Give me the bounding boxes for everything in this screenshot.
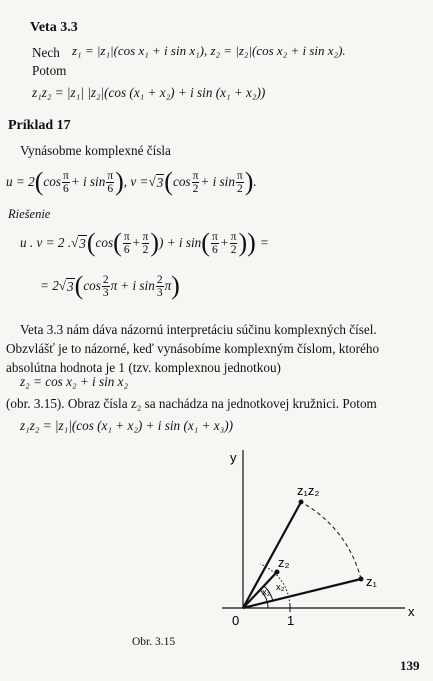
angle-label-x2-a: x₂ (262, 587, 271, 598)
paren-close-6: ) (171, 271, 180, 300)
isin-4: + i sin (120, 278, 155, 294)
example-title: Príklad 17 (8, 118, 71, 133)
z1-label: z₁ (366, 574, 377, 589)
cos-4: cos (83, 278, 101, 294)
frac-pi-6-c: $\frac{\pi}{6}$ (123, 230, 130, 256)
unit-z2-formula: z₂ = cos x₂ + i sin x₂ (20, 374, 129, 389)
z1z2-label: z₁z₂ (297, 483, 320, 498)
uv-definition-line (6, 162, 257, 202)
y-axis-label: y (230, 450, 237, 465)
theorem-product-formula: z₁z₂ = |z₁| |z₂|(cos (x₁ + x₂) + i sin (x₁ + x₂)) (32, 85, 266, 100)
origin-label: 0 (232, 613, 240, 628)
v-lhs: , v = (123, 174, 149, 190)
period: . (253, 174, 257, 190)
rotation-arc (301, 502, 361, 579)
paren-open-2: ( (164, 167, 173, 196)
sqrt-arg-3: 3 (67, 278, 74, 294)
z2-label: z₂ (278, 555, 290, 570)
frac-pi-6-b: $\frac{\pi}{6}$ (107, 169, 114, 195)
figure-ref-paragraph: (obr. 3.15). Obraz čísla z₂ sa nachádza na jednotkovej kružnici. Potom (6, 396, 377, 411)
solution-label: Riešenie (8, 207, 51, 221)
u-lhs: u = 2 (6, 174, 35, 190)
isin-2: + i sin (200, 174, 235, 190)
theorem-formula: z₁ = |z₁|(cos x₁ + i sin x₁), z₂ = |z₂|(cos x₂ + i sin x₂). (72, 43, 346, 58)
uv-lhs: u . v = 2 . (20, 235, 72, 251)
page-number: 139 (400, 658, 420, 673)
eq2-lhs: = 2 (40, 278, 59, 294)
product-line-2 (40, 265, 180, 307)
paren-open-3: ( (86, 228, 96, 257)
theorem-potom: Potom (32, 63, 67, 78)
frac-pi-6-d: $\frac{\pi}{6}$ (211, 230, 218, 256)
paren-close: ) (115, 167, 124, 196)
z1-vector (243, 579, 361, 608)
pi-b: π (164, 278, 172, 294)
z2-point (275, 570, 280, 575)
plus-isin: ) + i sin (159, 235, 202, 251)
z1z2-vector (243, 502, 301, 608)
cos-2: cos (172, 174, 191, 190)
frac-pi-2-a: $\frac{\pi}{2}$ (192, 169, 199, 195)
frac-2-3-a: $\frac{2}{3}$ (102, 273, 109, 299)
x-axis-label: x (408, 604, 415, 619)
final-product-formula: z₁z₂ = |z₁|(cos (x₁ + x₂) + i sin (x₁ + x₃)) (20, 418, 233, 433)
theorem-title: Veta 3.3 (30, 20, 78, 35)
frac-pi-2-b: $\frac{\pi}{2}$ (236, 169, 243, 195)
product-line-1: u . v = 2 . √ 3 ( cos ( $\frac{\pi}{6}$ + $\frac{\pi}{2}$ ) ) + i sin ( $\frac{\pi}{6}$ + $\frac{\pi}{2}$ ) ) = (20, 228, 269, 257)
one-label: 1 (287, 613, 295, 628)
paren-close-4: ) (150, 228, 160, 257)
frac-pi-2-d: $\frac{\pi}{2}$ (230, 230, 237, 256)
paren-open-4: ( (113, 228, 122, 257)
pi-a: π (110, 278, 118, 294)
z1-point (359, 577, 364, 582)
paren-open-5: ( (201, 228, 210, 257)
angle-label-x2-b: x₂ (276, 582, 285, 593)
frac-2-3-b: $\frac{2}{3}$ (156, 273, 163, 299)
frac-pi-2-c: $\frac{\pi}{2}$ (142, 230, 149, 256)
example-intro: Vynásobme komplexné čísla (20, 143, 171, 158)
z1z2-point (299, 500, 304, 505)
isin-1: + i sin (70, 174, 106, 190)
sqrt-sign-3: √ (58, 278, 67, 294)
paren-open: ( (34, 167, 44, 196)
equals-1: = (259, 235, 269, 251)
complex-multiplication-figure (0, 440, 433, 645)
cos-3: cos (95, 235, 114, 251)
paren-open-6: ( (74, 271, 84, 300)
paren-close-3: ) (247, 228, 256, 257)
theorem-nech: Nech (32, 45, 60, 60)
sqrt-arg-2: 3 (79, 235, 86, 251)
sqrt-sign-2: √ (71, 235, 79, 251)
sqrt-sign: √ (148, 174, 156, 190)
figure-caption: Obr. 3.15 (132, 636, 176, 648)
paren-close-5: ) (238, 228, 248, 257)
frac-pi-6-a: $\frac{\pi}{6}$ (62, 169, 69, 195)
sqrt-arg: 3 (156, 174, 164, 190)
cos-1: cos (43, 174, 61, 190)
interpretation-paragraph: Veta 3.3 nám dáva názornú interpretáciu súčinu komplexných čísel. Obzvlášť je to názorné, keď vynásobíme komplexným číslom, ktorého absolútna hodnota je 1 (tzv. komplexnou jednotkou) (6, 322, 380, 375)
paren-close-2: ) (244, 167, 254, 196)
